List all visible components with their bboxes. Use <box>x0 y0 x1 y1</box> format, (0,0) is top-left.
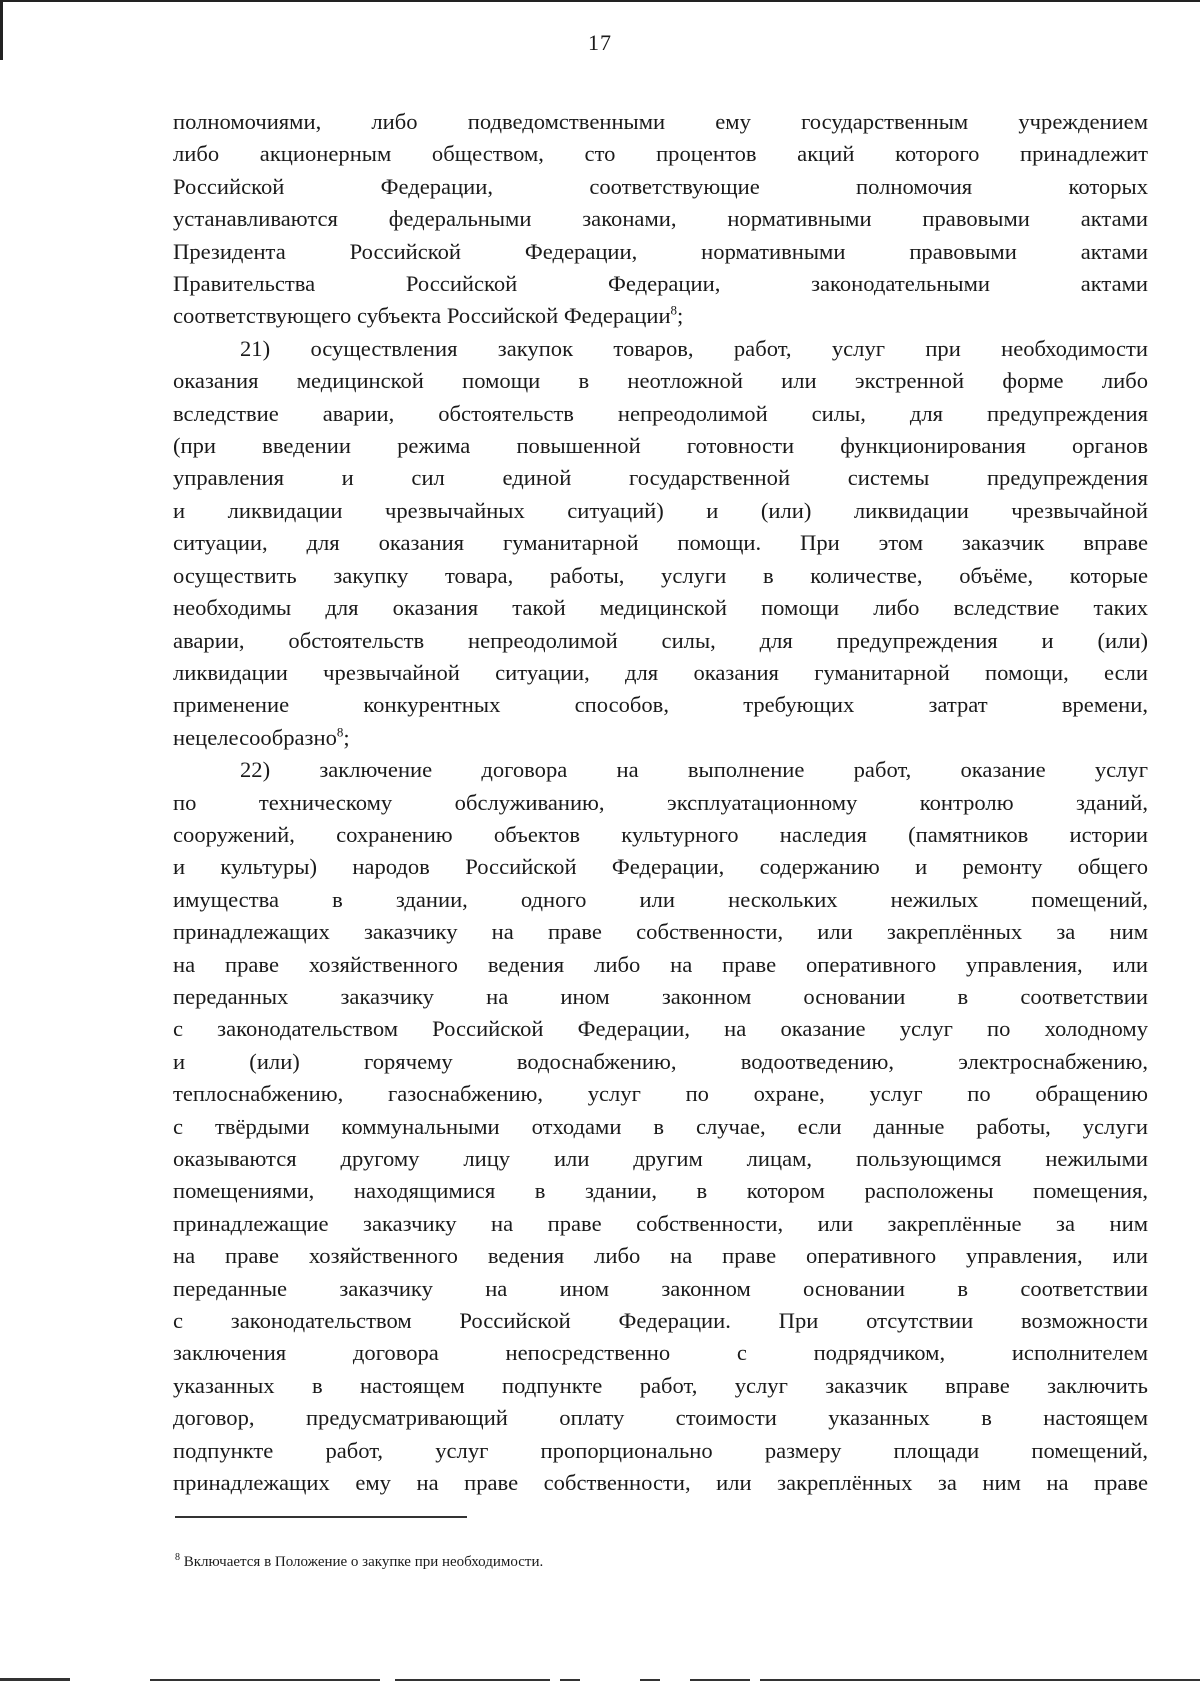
text-line: указанных в настоящем подпункте работ, услуг заказчик вправе заключить <box>173 1372 1148 1398</box>
text-line: вследствие аварии, обстоятельств непреодолимой силы, для предупреждения <box>173 400 1148 426</box>
text-line: и (или) горячему водоснабжению, водоотведению, электроснабжению, <box>173 1048 1148 1074</box>
text-line-last-text: соответствующего субъекта Российской Федерации <box>173 303 671 329</box>
text-line-last-text: нецелесообразно <box>173 724 337 750</box>
scan-edge-top <box>0 0 1200 2</box>
text-line: и ликвидации чрезвычайных ситуаций) и (или) ликвидации чрезвычайной <box>173 497 1148 523</box>
text-line: (при введении режима повышенной готовности функционирования органов <box>173 433 1148 459</box>
text-line: переданных заказчику на ином законном основании в соответствии <box>173 983 1148 1009</box>
text-line-last-punct: ; <box>677 303 684 329</box>
text-line: принадлежащих заказчику на праве собственности, или закреплённых за ним <box>173 919 1148 945</box>
paragraph-item-21 <box>173 333 1148 754</box>
footnote-reference: 8 <box>336 724 344 740</box>
text-line: аварии, обстоятельств непреодолимой силы, для предупреждения и (или) <box>173 627 1148 653</box>
text-line: 21) осуществления закупок товаров, работ, услуг при необходимости <box>240 335 1148 361</box>
text-line: полномочиями, либо подведомственными ему государственным учреждением <box>173 109 1148 134</box>
paragraph-item-22 <box>173 754 1148 1499</box>
page-number: 17 <box>588 30 612 55</box>
text-line: либо акционерным обществом, сто процентов акций которого принадлежит <box>173 141 1148 167</box>
text-line: ликвидации чрезвычайной ситуации, для оказания гуманитарной помощи, если <box>173 659 1148 685</box>
text-line: имущества в здании, одного или нескольких нежилых помещений, <box>173 886 1148 912</box>
text-line: оказываются другому лицу или другим лицам, пользующимся нежилыми <box>173 1146 1148 1171</box>
text-line-last <box>173 722 1148 754</box>
text-line: необходимы для оказания такой медицинской помощи либо вследствие таких <box>173 595 1148 621</box>
text-line-last-punct: ; <box>343 724 350 750</box>
text-line: сооружений, сохранению объектов культурного наследия (памятников истории <box>173 821 1148 847</box>
text-line: с твёрдыми коммунальными отходами в случае, если данные работы, услуги <box>173 1113 1148 1139</box>
text-line: устанавливаются федеральными законами, нормативными правовыми актами <box>173 206 1148 232</box>
text-line: и культуры) народов Российской Федерации, содержанию и ремонту общего <box>173 854 1148 880</box>
text-line: управления и сил единой государственной системы предупреждения <box>173 465 1148 491</box>
text-line: переданные заказчику на ином законном основании в соответствии <box>173 1275 1148 1301</box>
document-body <box>173 106 1148 1499</box>
text-line: ситуации, для оказания гуманитарной помощи. При этом заказчик вправе <box>173 530 1148 556</box>
text-line: Правительства Российской Федерации, законодательными актами <box>173 271 1148 297</box>
text-line: на праве хозяйственного ведения либо на праве оперативного управления, или <box>173 1243 1148 1269</box>
text-line: подпункте работ, услуг пропорционально размеру площади помещений, <box>173 1437 1148 1463</box>
text-line: договор, предусматривающий оплату стоимости указанных в настоящем <box>173 1405 1148 1431</box>
paragraph-continuation <box>173 106 1148 333</box>
text-line: по техническому обслуживанию, эксплуатационному контролю зданий, <box>173 789 1148 815</box>
text-line: применение конкурентных способов, требующих затрат времени, <box>173 692 1148 718</box>
text-line: осуществить закупку товара, работы, услуги в количестве, объёме, которые <box>173 562 1148 588</box>
text-line: заключения договора непосредственно с подрядчиком, исполнителем <box>173 1340 1148 1366</box>
text-line: с законодательством Российской Федерации, на оказание услуг по холодному <box>173 1016 1148 1042</box>
footnote <box>175 1552 543 1572</box>
text-line: теплоснабжению, газоснабжению, услуг по охране, услуг по обращению <box>173 1081 1148 1107</box>
text-line: Российской Федерации, соответствующие полномочия которых <box>173 173 1148 199</box>
text-line: оказания медицинской помощи в неотложной или экстренной форме либо <box>173 368 1148 394</box>
text-line: Президента Российской Федерации, нормативными правовыми актами <box>173 238 1148 264</box>
text-line: на праве хозяйственного ведения либо на праве оперативного управления, или <box>173 951 1148 977</box>
text-line: помещениями, находящимися в здании, в котором расположены помещения, <box>173 1178 1148 1204</box>
footnote-marker: 8 <box>175 1552 180 1563</box>
text-line-last <box>173 300 1148 332</box>
scan-bottom-edge <box>0 1676 1200 1684</box>
text-line: принадлежащих ему на праве собственности, или закреплённых за ним на праве <box>173 1470 1148 1496</box>
footnote-separator <box>175 1516 467 1518</box>
text-line: принадлежащие заказчику на праве собственности, или закреплённые за ним <box>173 1210 1148 1236</box>
text-line: 22) заключение договора на выполнение работ, оказание услуг <box>240 757 1148 783</box>
text-line: с законодательством Российской Федерации. При отсутствии возможности <box>173 1308 1148 1334</box>
footnote-reference: 8 <box>670 302 678 318</box>
footnote-text: Включается в Положение о закупке при необходимости. <box>180 1554 544 1570</box>
